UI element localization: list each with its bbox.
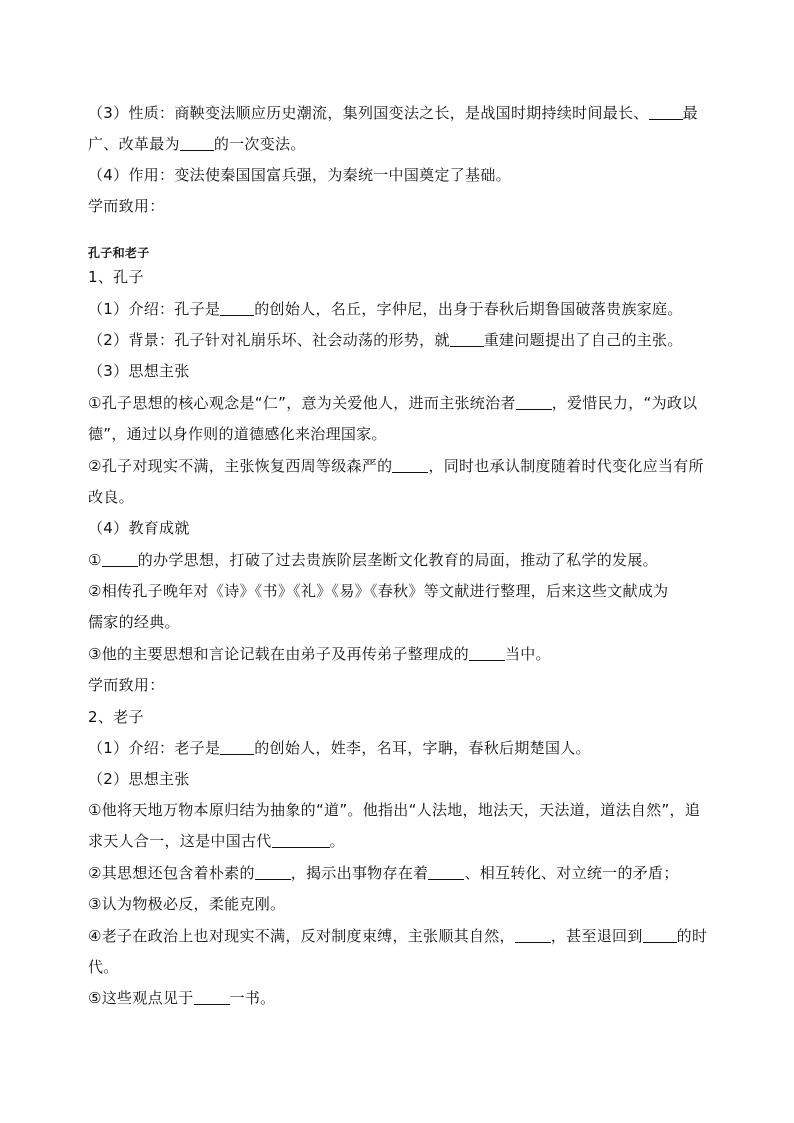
text-segment: ，甚至退回到 (550, 927, 643, 945)
line-confucius-thought2 (88, 456, 704, 476)
line-confucius-thought1-cont (88, 424, 387, 444)
line-laozi-thought-heading (88, 769, 190, 789)
text-segment: ⑤这些观点见于 (88, 989, 194, 1007)
heading-confucius (88, 267, 144, 287)
fill-blank[interactable] (220, 300, 254, 316)
text-segment: ②孔子对现实不满，主张恢复西周等级森严的 (88, 457, 393, 475)
text-segment: （3）思想主张 (88, 362, 190, 380)
text-segment: ①孔子思想的核心观念是“仁”，意为关爱他人，进而主张统治者 (88, 394, 516, 412)
line-laozi-thought1-cont (88, 831, 345, 851)
text-segment: 的一次变法。 (213, 135, 306, 153)
line-confucius-thought-heading (88, 361, 190, 381)
fill-blank[interactable] (515, 927, 551, 943)
fill-blank[interactable] (428, 864, 464, 880)
text-segment: 。 (329, 832, 345, 850)
line-laozi-intro (88, 738, 591, 758)
text-segment: 的时 (676, 927, 708, 945)
text-segment: ③认为物极必反，柔能克刚。 (88, 895, 286, 913)
text-segment: 的创始人，姓李，名耳，字聃，春秋后期楚国人。 (254, 739, 591, 757)
line-confucius-edu2 (88, 581, 668, 601)
text-segment: （2）背景：孔子针对礼崩乐坏、社会动荡的形势，就 (88, 331, 450, 349)
text-segment: ，同时也承认制度随着时代变化应当有所 (428, 457, 704, 475)
line-confucius-edu2-cont (88, 612, 180, 632)
text-segment: 1、孔子 (88, 268, 144, 286)
text-segment: 的创始人，名丘，字仲尼，出身于春秋后期鲁国破落贵族家庭。 (254, 300, 683, 318)
line-confucius-background (88, 330, 683, 350)
line-laozi-thought1 (88, 800, 700, 820)
fill-blank[interactable] (643, 927, 677, 943)
fill-blank[interactable] (469, 645, 505, 661)
text-segment: ①他将天地万物本原归结为抽象的“道”。他指出“人法地，地法天，天法道，道法自然”，追 (88, 801, 701, 819)
text-segment: 改良。 (88, 488, 134, 506)
text-segment: 德”，通过以身作则的道德感化来治理国家。 (88, 425, 387, 443)
text-segment: ②相传孔子晚年对《诗》《书》《礼》《易》《春秋》等文献进行整理，后来这些文献成为 (88, 582, 669, 600)
text-segment: 的办学思想，打破了过去贵族阶层垄断文化教育的局面，推动了私学的发展。 (137, 551, 658, 569)
line-laozi-thought5 (88, 988, 275, 1008)
text-segment: 最 (682, 104, 698, 122)
line-shang-yang-effect (88, 165, 511, 185)
text-segment: 学而致用： (88, 197, 165, 215)
text-segment: 一书。 (229, 989, 276, 1007)
text-segment: ②其思想还包含着朴素的 (88, 864, 255, 882)
fill-blank[interactable] (516, 394, 552, 410)
text-segment: （2）思想主张 (88, 770, 190, 788)
text-segment: （1）介绍：老子是 (88, 739, 221, 757)
text-segment: ，爱惜民力，“为政以 (551, 394, 698, 412)
line-confucius-edu1 (88, 550, 658, 570)
fill-blank[interactable] (392, 457, 428, 473)
line-laozi-thought3 (88, 894, 285, 914)
fill-blank[interactable] (649, 104, 683, 120)
text-segment: 学而致用： (88, 676, 165, 694)
line-practice-2 (88, 675, 165, 695)
line-shang-yang-nature (88, 103, 698, 123)
section-title: 孔子和老子 (88, 246, 150, 260)
line-confucius-intro (88, 299, 683, 319)
line-practice-1 (88, 196, 165, 216)
text-segment: ③他的主要思想和言论记载在由弟子及再传弟子整理成的 (88, 645, 469, 663)
text-segment: 代。 (88, 958, 119, 976)
text-segment: （3）性质：商鞅变法顺应历史潮流，集列国变法之长，是战国时期持续时间最长、 (88, 104, 649, 122)
text-segment: 求天人合一，这是中国古代 (88, 832, 272, 850)
fill-blank[interactable] (220, 739, 254, 755)
line-confucius-thought1 (88, 393, 697, 413)
text-segment: 、相互转化、对立统一的矛盾； (464, 864, 679, 882)
fill-blank[interactable] (180, 135, 214, 151)
text-segment: ① (88, 551, 102, 569)
text-segment: （1）介绍：孔子是 (88, 300, 221, 318)
fill-blank[interactable] (272, 832, 330, 848)
text-segment: 儒家的经典。 (88, 613, 180, 631)
fill-blank[interactable] (450, 331, 484, 347)
fill-blank[interactable] (255, 864, 291, 880)
text-segment: ，揭示出事物存在着 (290, 864, 429, 882)
line-shang-yang-nature-cont (88, 134, 306, 154)
line-confucius-edu-heading (88, 518, 190, 538)
text-segment: （4）教育成就 (88, 519, 190, 537)
text-segment: 2、老子 (88, 708, 144, 726)
text-segment: ④老子在政治上也对现实不满，反对制度束缚，主张顺其自然， (88, 927, 515, 945)
line-confucius-thought2-cont (88, 487, 134, 507)
text-segment: 广、改革最为 (88, 135, 180, 153)
line-laozi-thought4 (88, 926, 707, 946)
line-laozi-thought4-cont (88, 957, 119, 977)
text-segment: （4）作用：变法使秦国国富兵强，为秦统一中国奠定了基础。 (88, 166, 511, 184)
heading-laozi (88, 707, 144, 727)
line-laozi-thought2 (88, 863, 679, 883)
line-confucius-edu3 (88, 644, 551, 664)
text-segment: 重建问题提出了自己的主张。 (483, 331, 683, 349)
fill-blank[interactable] (194, 989, 230, 1005)
text-segment: 当中。 (504, 645, 551, 663)
fill-blank[interactable] (102, 551, 138, 567)
